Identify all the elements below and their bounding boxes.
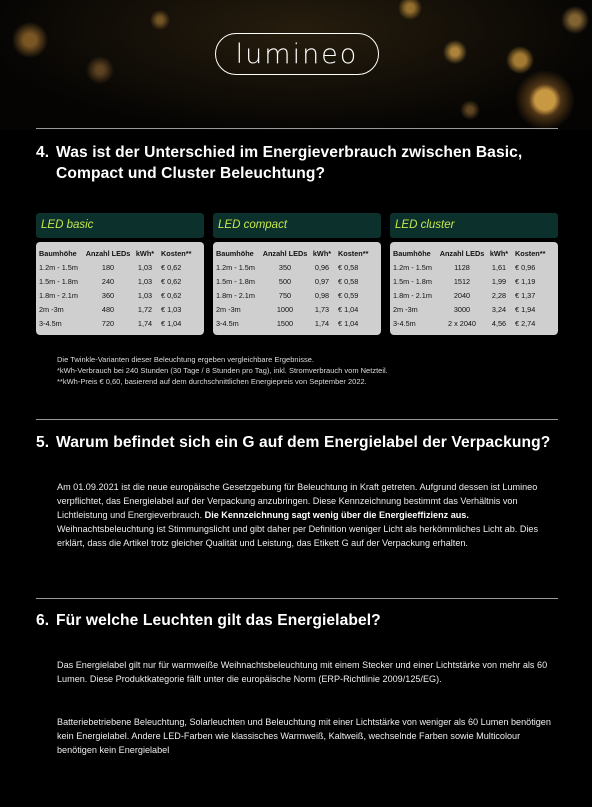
cell: € 0,62 <box>161 290 182 300</box>
section-6-paragraph-2: Batteriebetriebene Beleuchtung, Solarleuchten und Beleuchtung mit einer Lichtstärke von weniger als 60 Lumen benötigen kein Energielabel. Andere LED-Farben wie klassisches Warmweiß, Kaltweiß, wechselnde Farben sowie Multicolour benötigen kein Energielabel <box>57 717 551 755</box>
cell: 1,72 <box>137 305 153 315</box>
cell: 1.2m - 1.5m <box>216 262 255 272</box>
section-4-heading <box>36 142 566 184</box>
cell: € 0,62 <box>161 262 182 272</box>
table-row <box>216 274 378 288</box>
section-5-heading <box>36 432 566 453</box>
cell: 3000 <box>453 305 471 315</box>
cell: 3-4.5m <box>39 319 62 329</box>
cell: 1,61 <box>491 262 507 272</box>
cell: 0,96 <box>314 262 330 272</box>
section-number: 6. <box>36 612 50 629</box>
section-5-text-after: Weihnachtsbeleuchtung ist Stimmungslicht und gibt daher per Definition weniger Licht als herkömmliches Licht ab. Dies erklärt, dass die Artikel trotz gleicher Qualität und Leistung, das Etikett G auf der Verpackung erhalten. <box>57 524 539 548</box>
cell: 1.8m - 2.1m <box>39 290 78 300</box>
table-led-compact <box>213 213 381 335</box>
cell: € 1,04 <box>338 305 359 315</box>
table-row <box>39 260 201 274</box>
cell: 1,03 <box>137 290 153 300</box>
cell: 1.5m - 1.8m <box>39 276 78 286</box>
table-row <box>393 274 555 288</box>
cell: 4,56 <box>491 319 507 329</box>
section-6-title: Für welche Leuchten gilt das Energielabel? <box>56 612 381 629</box>
cell: 2,28 <box>491 290 507 300</box>
lumineo-logo: lumineo <box>215 33 379 75</box>
table-row <box>216 260 378 274</box>
table-led-basic <box>36 213 204 335</box>
col-header: Kosten** <box>515 248 546 258</box>
footnote-twinkle: Die Twinkle-Varianten dieser Beleuchtung ergeben vergleichbare Ergebnisse. <box>57 355 314 364</box>
cell: € 1,04 <box>161 319 182 329</box>
cell: 1,99 <box>491 276 507 286</box>
table-body <box>213 242 381 335</box>
cell: € 0,58 <box>338 262 359 272</box>
cell: 720 <box>101 319 115 329</box>
table-header-row <box>216 246 378 260</box>
cell: 1,73 <box>314 305 330 315</box>
cell: 1128 <box>454 262 470 272</box>
cell: 1.5m - 1.8m <box>216 276 255 286</box>
cell: € 0,96 <box>515 262 536 272</box>
table-body <box>390 242 558 335</box>
cell: 500 <box>278 276 292 286</box>
col-header: kWh* <box>135 248 155 258</box>
cell: 1.8m - 2.1m <box>216 290 255 300</box>
table-header-row <box>39 246 201 260</box>
col-header: Anzahl LEDs <box>85 248 131 258</box>
cell: 1500 <box>276 319 294 329</box>
cell: 2m -3m <box>39 305 64 315</box>
cell: 750 <box>278 290 292 300</box>
col-header: kWh* <box>489 248 509 258</box>
footnote-price: **kWh-Preis € 0,60, basierend auf dem durchschnittlichen Energiepreis von September 2022. <box>57 377 367 386</box>
cell: 3-4.5m <box>216 319 239 329</box>
section-number: 4. <box>36 144 50 161</box>
section-number: 5. <box>36 434 50 451</box>
table-row <box>39 317 201 331</box>
table-row <box>393 317 555 331</box>
cell: € 0,59 <box>338 290 359 300</box>
section-5-text-before: Am 01.09.2021 ist die neue europäische Gesetzgebung für Beleuchtung in Kraft getreten. Aufgrund dessen ist Lumineo verpflichtet, das Energielabel auf der Verpackung anzubringen. Diese Kennzeichnung bestimmt das Verhältnis von Lichtleistung und Energieverbrauch. <box>57 482 538 520</box>
table-title: LED compact <box>213 213 381 238</box>
cell: 3-4.5m <box>393 319 416 329</box>
cell: 1000 <box>276 305 294 315</box>
table-row <box>216 288 378 302</box>
cell: € 0,62 <box>161 276 182 286</box>
cell: € 1,03 <box>161 305 182 315</box>
table-row <box>39 274 201 288</box>
cell: 240 <box>101 276 115 286</box>
table-footnotes <box>57 354 557 387</box>
cell: € 1,19 <box>515 276 536 286</box>
table-body <box>36 242 204 335</box>
col-header: Baumhöhe <box>393 248 431 258</box>
cell: 0,97 <box>314 276 330 286</box>
section-6-heading <box>36 610 566 631</box>
footnote-kwh: *kWh-Verbrauch bei 240 Stunden (30 Tage / 8 Stunden pro Tag), inkl. Stromverbrauch vom Netzteil. <box>57 366 388 375</box>
table-row <box>393 303 555 317</box>
cell: € 0,58 <box>338 276 359 286</box>
col-header: Anzahl LEDs <box>262 248 308 258</box>
divider <box>36 598 558 599</box>
col-header: Kosten** <box>338 248 369 258</box>
section-4-title-line1: Was ist der Unterschied im Energieverbrauch zwischen Basic, <box>56 144 523 161</box>
section-5-text-bold: Die Kennzeichnung sagt wenig über die Energieeffizienz aus. <box>204 510 469 520</box>
cell: 2m -3m <box>216 305 241 315</box>
cell: 480 <box>101 305 115 315</box>
section-5-paragraph <box>57 480 557 550</box>
cell: 1.2m - 1.5m <box>393 262 432 272</box>
col-header: Kosten** <box>161 248 192 258</box>
cell: 1,03 <box>137 262 153 272</box>
cell: 0,98 <box>314 290 330 300</box>
table-row <box>216 317 378 331</box>
cell: 1.8m - 2.1m <box>393 290 432 300</box>
divider <box>36 128 558 129</box>
table-title: LED basic <box>36 213 204 238</box>
cell: 3,24 <box>491 305 507 315</box>
col-header: Baumhöhe <box>216 248 254 258</box>
cell: 180 <box>101 262 115 272</box>
cell: 1,03 <box>137 276 153 286</box>
cell: € 1,37 <box>515 290 536 300</box>
cell: 2040 <box>453 290 471 300</box>
table-row <box>393 288 555 302</box>
cell: 1,74 <box>137 319 153 329</box>
hero-bokeh-banner <box>0 0 592 130</box>
cell: € 1,94 <box>515 305 536 315</box>
col-header: kWh* <box>312 248 332 258</box>
section-6-paragraph-1: Das Energielabel gilt nur für warmweiße Weihnachtsbeleuchtung mit einem Stecker und einer Lichtstärke von mehr als 60 Lumen. Diese Produktkategorie fällt unter die europäische Norm (ERP-Richtlinie 2009/125/EG). <box>57 660 548 684</box>
col-header: Anzahl LEDs <box>439 248 485 258</box>
section-4-title-line2: Compact und Cluster Beleuchtung? <box>56 165 326 182</box>
cell: € 1,04 <box>338 319 359 329</box>
cell: 1.2m - 1.5m <box>39 262 78 272</box>
cell: 350 <box>278 262 292 272</box>
table-row <box>393 260 555 274</box>
cell: 2m -3m <box>393 305 418 315</box>
cell: 1512 <box>453 276 471 286</box>
table-row <box>216 303 378 317</box>
table-row <box>39 303 201 317</box>
cell: 1,74 <box>314 319 330 329</box>
table-header-row <box>393 246 555 260</box>
section-5-title: Warum befindet sich ein G auf dem Energielabel der Verpackung? <box>56 434 551 451</box>
col-header: Baumhöhe <box>39 248 77 258</box>
cell: 1.5m - 1.8m <box>393 276 432 286</box>
table-led-cluster <box>390 213 558 335</box>
cell: € 2,74 <box>515 319 536 329</box>
cell: 360 <box>101 290 115 300</box>
divider <box>36 419 558 420</box>
table-row <box>39 288 201 302</box>
table-title: LED cluster <box>390 213 558 238</box>
cell: 2 x 2040 <box>448 319 476 329</box>
